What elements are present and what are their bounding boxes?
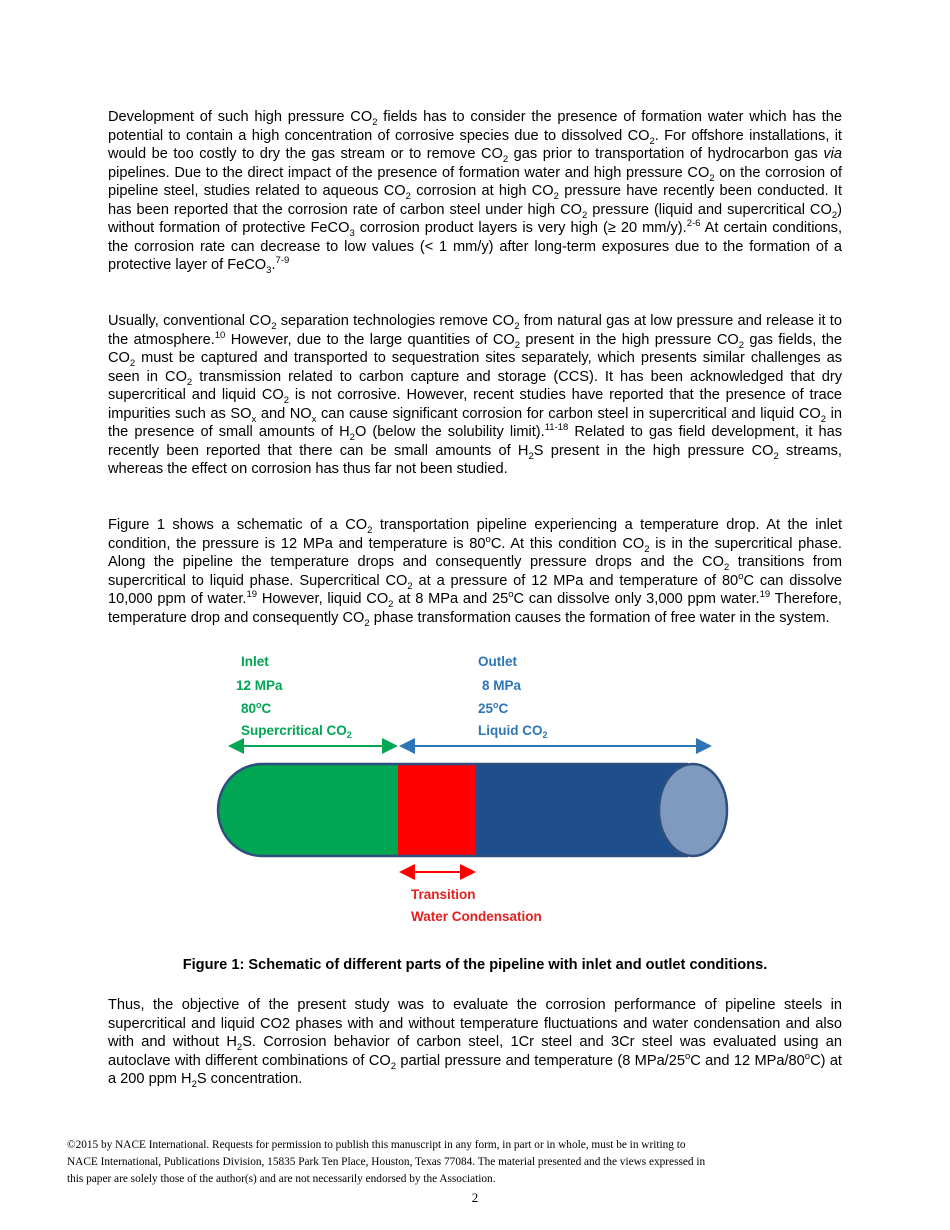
text-run: via bbox=[823, 146, 842, 162]
footer-line-3: this paper are solely those of the author(s) and are not necessarily endorsed by the Association. bbox=[67, 1173, 496, 1185]
text-run: . bbox=[271, 257, 276, 273]
text-run: 2 bbox=[502, 153, 509, 165]
figure-1-pipeline-schematic bbox=[200, 648, 740, 933]
outlet-phase: Liquid $CO_2$ bbox=[478, 723, 548, 740]
footer-line-2: NACE International, Publications Division, 15835 Park Ten Place, Houston, Texas 77084. The material presented and the views expressed in bbox=[67, 1156, 706, 1168]
text-run: 2 bbox=[820, 413, 827, 425]
text-run: 2 bbox=[709, 172, 715, 184]
text-run: 2 bbox=[553, 190, 559, 202]
text-run: o bbox=[508, 589, 514, 601]
text-run: pressure have recently been conducted. It has been reported that the corrosion rate of carbon steel under high CO bbox=[108, 183, 842, 218]
text-run: at 8 MPa and 25 bbox=[393, 591, 509, 607]
text-run: can cause significant corrosion for carbon steel in supercritical and liquid CO bbox=[316, 405, 821, 422]
text-run: ) without formation of protective FeCO bbox=[108, 201, 842, 236]
text-run: in the presence of small amounts of H bbox=[108, 405, 842, 440]
text-run: corrosion at high CO bbox=[410, 183, 554, 199]
text-run: 2 bbox=[271, 320, 277, 332]
text-run: gas fields, the CO bbox=[108, 331, 842, 366]
text-run: transitions from supercritical to liquid phase. Supercritical CO bbox=[108, 554, 842, 589]
text-run: C) at a 200 ppm H bbox=[108, 1052, 842, 1087]
transition-label: Transition bbox=[411, 887, 476, 902]
pipe-inlet-section bbox=[218, 764, 398, 856]
text-run: from natural gas at low pressure and release it to the atmosphere. bbox=[108, 313, 842, 348]
text-run: S concentration. bbox=[196, 1071, 303, 1087]
text-run: o bbox=[738, 570, 744, 582]
text-run: Therefore, temperature drop and consequently CO bbox=[108, 591, 842, 626]
inlet-title: Inlet bbox=[241, 654, 269, 669]
text-run: 2 bbox=[186, 376, 193, 388]
text-run: At certain conditions, the corrosion rate can decrease to low values (< 1 mm/y) after long-term exposures due to the formation of a protective layer of FeCO bbox=[108, 220, 843, 273]
text-run: 2 bbox=[405, 190, 411, 202]
text-run: Development of such high pressure CO bbox=[108, 109, 373, 125]
text-run: o bbox=[684, 1050, 691, 1062]
pipe-transition-section bbox=[398, 764, 476, 856]
text-run: on the corrosion of pipeline steel, studies related to aqueous CO bbox=[108, 164, 842, 199]
text-run: and NO bbox=[256, 405, 312, 422]
text-run: pressure (liquid and supercritical CO bbox=[587, 201, 832, 218]
text-run: 2 bbox=[388, 598, 394, 610]
pipe-outlet-section bbox=[476, 764, 688, 856]
paragraph-2 bbox=[108, 312, 842, 479]
text-run: 2 bbox=[129, 357, 136, 369]
text-run: However, due to the large quantities of CO bbox=[225, 331, 515, 348]
text-run: 2-6 bbox=[686, 218, 701, 230]
inlet-phase: Supercritical $CO_2$ bbox=[241, 723, 352, 740]
copyright-footer bbox=[67, 1137, 827, 1188]
text-run: 2 bbox=[644, 543, 650, 555]
text-run: is in the supercritical phase. Along the pipeline the temperature drops and consequently pressure drops and the CO bbox=[108, 535, 842, 570]
text-run: present in the high pressure CO bbox=[520, 331, 739, 348]
water-condensation-label: Water Condensation bbox=[411, 909, 542, 924]
text-run: 2 bbox=[649, 135, 655, 147]
text-run: 3 bbox=[266, 264, 272, 276]
text-run: 2 bbox=[773, 450, 779, 462]
text-run: 2 bbox=[528, 450, 534, 462]
paragraph-4 bbox=[108, 996, 842, 1089]
text-run: 19 bbox=[759, 589, 771, 601]
text-run: is not corrosive. However, recent studies have reported that the presence of trace impurities such as SO bbox=[108, 387, 842, 422]
outlet-title: Outlet bbox=[478, 654, 517, 669]
text-run: o bbox=[485, 533, 491, 545]
text-run: . For offshore installations, it would be too costly to dry the gas stream or to remove CO bbox=[108, 127, 842, 162]
text-run: corrosion product layers is very high (≥ 20 mm/y). bbox=[354, 220, 687, 236]
text-run: gas prior to transportation of hydrocarbon gas bbox=[508, 146, 824, 162]
text-run: Related to gas field development, it has recently been reported that there can be small amounts of H bbox=[108, 424, 842, 459]
text-run: 19 bbox=[246, 589, 258, 601]
text-run: C can dissolve only 3,000 ppm water. bbox=[513, 591, 760, 607]
text-run: at a pressure of 12 MPa and temperature of 80 bbox=[412, 572, 739, 589]
text-run: 10 bbox=[214, 329, 226, 341]
text-run: 2 bbox=[283, 394, 290, 406]
text-run: However, liquid CO bbox=[257, 591, 389, 607]
text-run: Thus, the objective of the present study was to evaluate the corrosion performance of pipeline steels in supercritical and liquid CO2 phases with and without temperature fluctuations and water condensation and also with and without H bbox=[108, 997, 842, 1050]
inlet-temperature: 80$^o$C bbox=[241, 700, 272, 716]
text-run: 2 bbox=[372, 116, 378, 128]
text-run: 2 bbox=[390, 1060, 397, 1072]
text-run: 2 bbox=[581, 209, 588, 221]
text-run: 2 bbox=[349, 431, 355, 443]
text-run: o bbox=[804, 1050, 811, 1062]
text-run: 2 bbox=[191, 1078, 197, 1090]
text-run: must be captured and transported to sequestration sites separately, which presents similar challenges as seen in CO bbox=[108, 350, 842, 385]
text-run: 2 bbox=[831, 209, 838, 221]
text-run: Usually, conventional CO bbox=[108, 313, 272, 329]
figure-caption: Figure 1: Schematic of different parts of the pipeline with inlet and outlet conditions. bbox=[182, 957, 768, 973]
text-run: 3 bbox=[349, 227, 355, 239]
footer-line-1: ©2015 by NACE International. Requests for permission to publish this manuscript in any form, in part or in whole, must be in writing to bbox=[67, 1139, 686, 1151]
text-run: C and 12 MPa/80 bbox=[690, 1052, 805, 1069]
text-run: transmission related to carbon capture and storage (CCS). It has been acknowledged that dry supercritical and liquid CO bbox=[108, 368, 842, 403]
text-run: 2 bbox=[364, 617, 370, 629]
pipe-end-cap bbox=[659, 764, 727, 856]
text-run: 11-18 bbox=[544, 422, 569, 434]
inlet-pressure: 12 MPa bbox=[236, 678, 283, 693]
paragraph-3 bbox=[108, 516, 842, 627]
text-run: 2 bbox=[514, 320, 520, 332]
text-run: phase transformation causes the formation of free water in the system. bbox=[369, 609, 830, 626]
paragraph-1 bbox=[108, 108, 842, 275]
text-run: separation technologies remove CO bbox=[276, 313, 515, 329]
outlet-pressure: 8 MPa bbox=[482, 678, 522, 693]
text-run: streams, whereas the effect on corrosion has thus far not been studied. bbox=[108, 442, 842, 477]
text-run: S. Corrosion behavior of carbon steel, 1Cr steel and 3Cr steel was evaluated using an autoclave with different combinations of CO bbox=[108, 1034, 843, 1069]
text-run: transportation pipeline experiencing a temperature drop. At the inlet condition, the pressure is 12 MPa and temperature is 80 bbox=[108, 517, 843, 552]
text-run: fields has to consider the presence of formation water which has the potential to contain a high concentration of corrosive species due to dissolved CO bbox=[108, 109, 842, 144]
text-run: 2 bbox=[723, 561, 730, 573]
text-run: O (below the solubility limit). bbox=[354, 424, 545, 440]
page-number: 2 bbox=[471, 1190, 479, 1205]
text-run: 2 bbox=[514, 339, 521, 351]
text-run: 2 bbox=[236, 1041, 243, 1053]
text-run: x bbox=[251, 413, 257, 425]
text-run: pipelines. Due to the direct impact of the presence of formation water and high pressure CO bbox=[108, 164, 710, 181]
text-run: 2 bbox=[407, 580, 413, 592]
text-run: S present in the high pressure CO bbox=[533, 442, 774, 459]
text-run: partial pressure and temperature (8 MPa/25 bbox=[396, 1052, 685, 1069]
text-run: C can dissolve 10,000 ppm of water. bbox=[108, 572, 842, 607]
text-run: 2 bbox=[738, 339, 745, 351]
text-run: C. At this condition CO bbox=[490, 535, 645, 552]
text-run: x bbox=[311, 413, 317, 425]
text-run: 7-9 bbox=[275, 255, 290, 267]
text-run: 2 bbox=[367, 524, 373, 536]
outlet-temperature: 25$^o$C bbox=[478, 700, 509, 716]
text-run: Figure 1 shows a schematic of a CO bbox=[108, 517, 368, 533]
